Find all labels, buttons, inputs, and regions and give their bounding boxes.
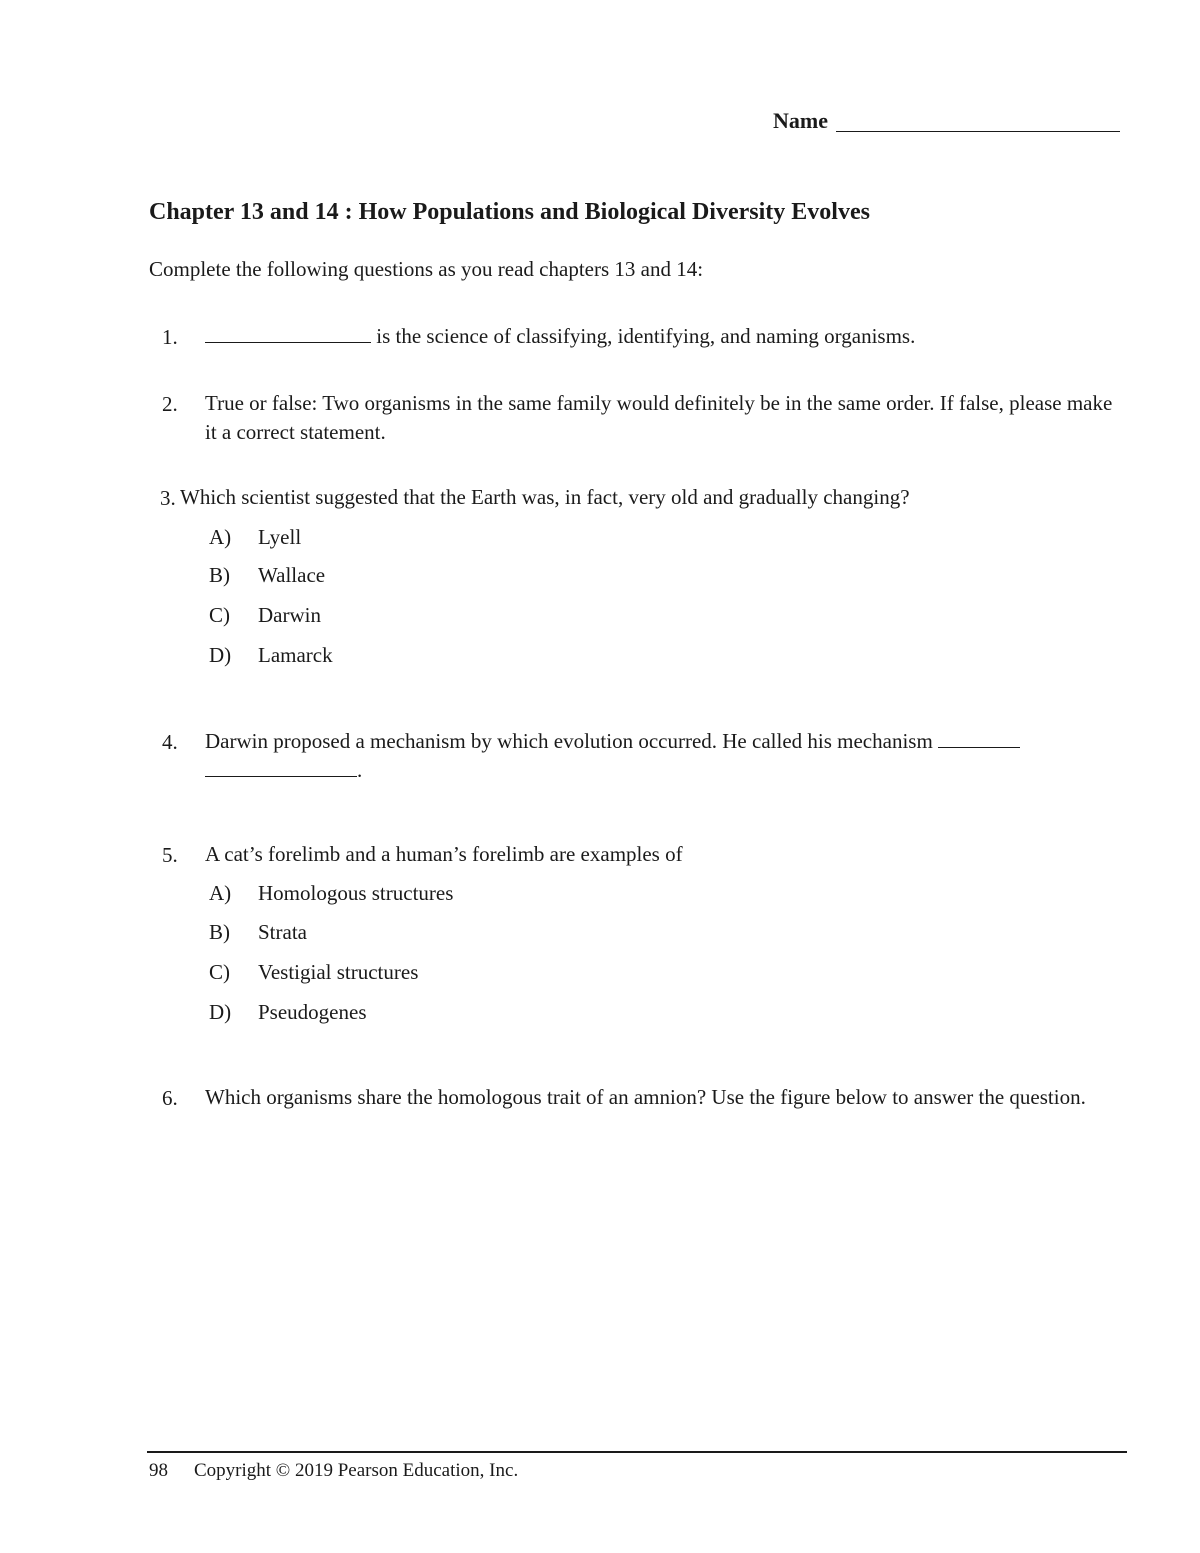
copyright-notice: Copyright © 2019 Pearson Education, Inc. (194, 1460, 519, 1481)
question-1-text-after-blank: is the science of classifying, identifying, and naming organisms. (371, 324, 916, 348)
question-2-text: True or false: Two organisms in the same family would definitely be in the same order. If false, please make it a correct statement. (205, 391, 1113, 444)
question-2-number: 2. (162, 392, 178, 416)
instructions: Complete the following questions as you read chapters 13 and 14: (149, 257, 704, 281)
question-3-option-b-text: Wallace (258, 563, 326, 587)
question-3-option-b-letter: B) (209, 563, 230, 587)
question-5-option-c-text: Vestigial structures (258, 960, 419, 984)
question-6-text: Which organisms share the homologous trait of an amnion? Use the figure below to answer the question. (205, 1085, 1086, 1109)
page-number: 98 (149, 1460, 168, 1481)
question-5-option-a-letter: A) (209, 881, 232, 905)
question-5-option-d-letter: D) (209, 1000, 232, 1024)
question-3-number: 3. (160, 486, 176, 510)
question-5-option-b-letter: B) (209, 920, 230, 944)
question-5-option-c-letter: C) (209, 960, 230, 984)
question-4-answer-blank-2[interactable] (205, 776, 357, 777)
question-1-text (205, 322, 1125, 351)
footer-divider (147, 1451, 1127, 1453)
question-1-number: 1. (162, 325, 178, 349)
question-4-end-punct: . (357, 758, 363, 782)
question-5-text: A cat’s forelimb and a human’s forelimb are examples of (205, 842, 683, 866)
question-5-option-b-text: Strata (258, 920, 307, 944)
question-5-option-a-text: Homologous structures (258, 881, 454, 905)
question-3-option-a-letter: A) (209, 525, 232, 549)
name-field[interactable] (836, 131, 1120, 132)
page-title: Chapter 13 and 14 : How Populations and Biological Diversity Evolves (149, 199, 870, 225)
question-3-option-a-text: Lyell (258, 525, 302, 549)
question-3-option-d-text: Lamarck (258, 643, 333, 667)
question-3-option-c-letter: C) (209, 603, 230, 627)
question-1-answer-blank[interactable] (205, 342, 371, 343)
question-4-answer-blank-1[interactable] (938, 747, 1020, 748)
question-5-option-d-text: Pseudogenes (258, 1000, 367, 1024)
question-4-text-body: Darwin proposed a mechanism by which evolution occurred. He called his mechanism (205, 729, 939, 753)
question-3-text: Which scientist suggested that the Earth was, in fact, very old and gradually changing? (180, 485, 910, 509)
question-3-option-c-text: Darwin (258, 603, 321, 627)
question-4-text (205, 727, 1020, 756)
name-label: Name (773, 108, 828, 133)
question-4-number: 4. (162, 730, 178, 754)
question-3-option-d-letter: D) (209, 643, 232, 667)
question-6-number: 6. (162, 1086, 178, 1110)
question-5-number: 5. (162, 843, 178, 867)
question-4-text-line-2 (205, 756, 362, 785)
